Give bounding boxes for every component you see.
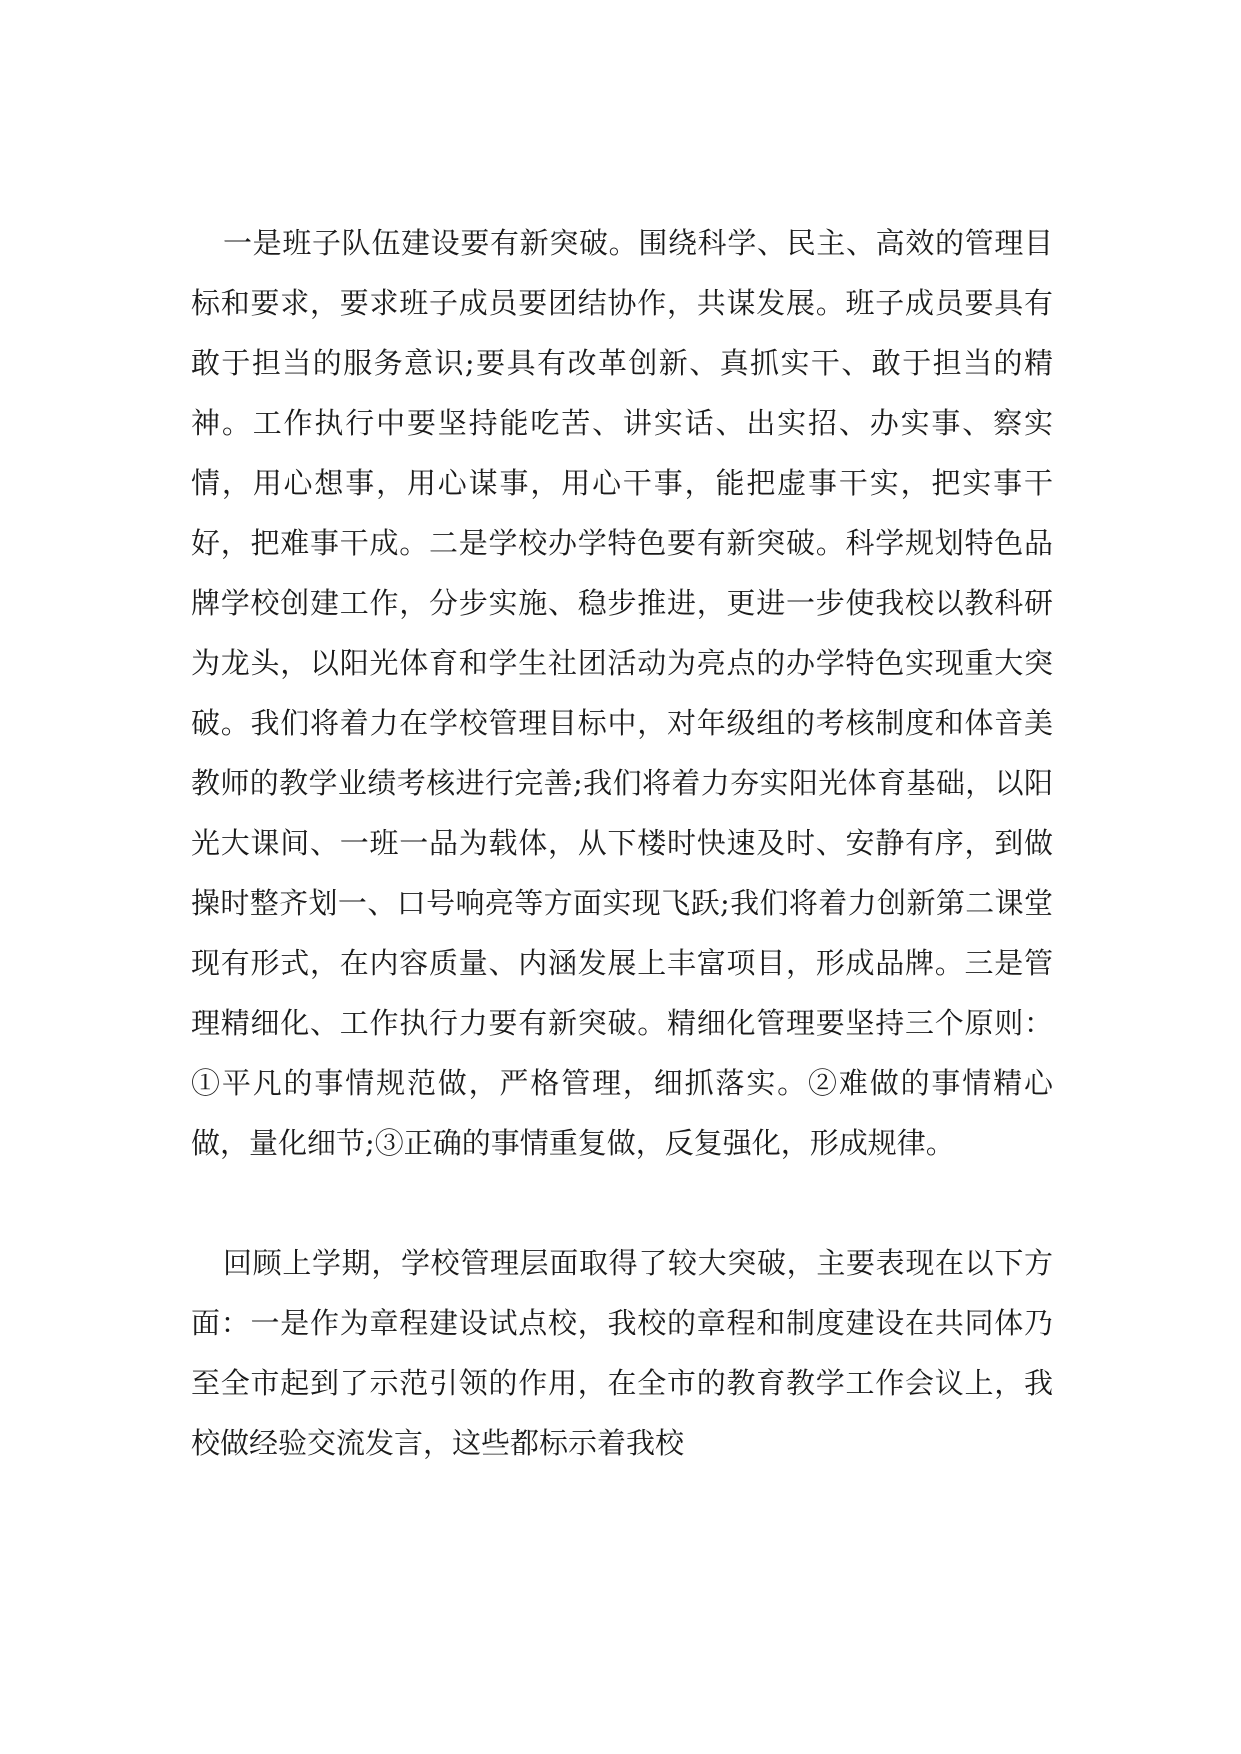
paragraph-team-building: 一是班子队伍建设要有新突破。围绕科学、民主、高效的管理目标和要求，要求班子成员要团结协作，共谋发展。班子成员要具有敢于担当的服务意识;要具有改革创新、真抓实干、敢于担当的精神。工作执行中要坚持能吃苦、讲实话、出实招、办实事、察实情，用心想事，用心谋事，用心干事，能把虚事干实，把实事干好，把难事干成。二是学校办学特色要有新突破。科学规划特色品牌学校创建工作，分步实施、稳步推进，更进一步使我校以教科研为龙头，以阳光体育和学生社团活动为亮点的办学特色实现重大突破。我们将着力在学校管理目标中，对年级组的考核制度和体音美教师的教学业绩考核进行完善;我们将着力夯实阳光体育基础，以阳光大课间、一班一品为载体，从下楼时快速及时、安静有序，到做操时整齐划一、口号响亮等方面实现飞跃;我们将着力创新第二课堂现有形式，在内容质量、内涵发展上丰富项目，形成品牌。三是管理精细化、工作执行力要有新突破。精细化管理要坚持三个原则：①平凡的事情规范做，严格管理，细抓落实。②难做的事情精心做，量化细节;③正确的事情重复做，反复强化，形成规律。 [191,226,1053,1160]
document-body [191,213,1053,1473]
paragraph-last-semester-review: 回顾上学期，学校管理层面取得了较大突破，主要表现在以下方面：一是作为章程建设试点校，我校的章程和制度建设在共同体乃至全市起到了示范引领的作用，在全市的教育教学工作会议上，我校做经验交流发言，这些都标示着我校 [191,1246,1053,1460]
